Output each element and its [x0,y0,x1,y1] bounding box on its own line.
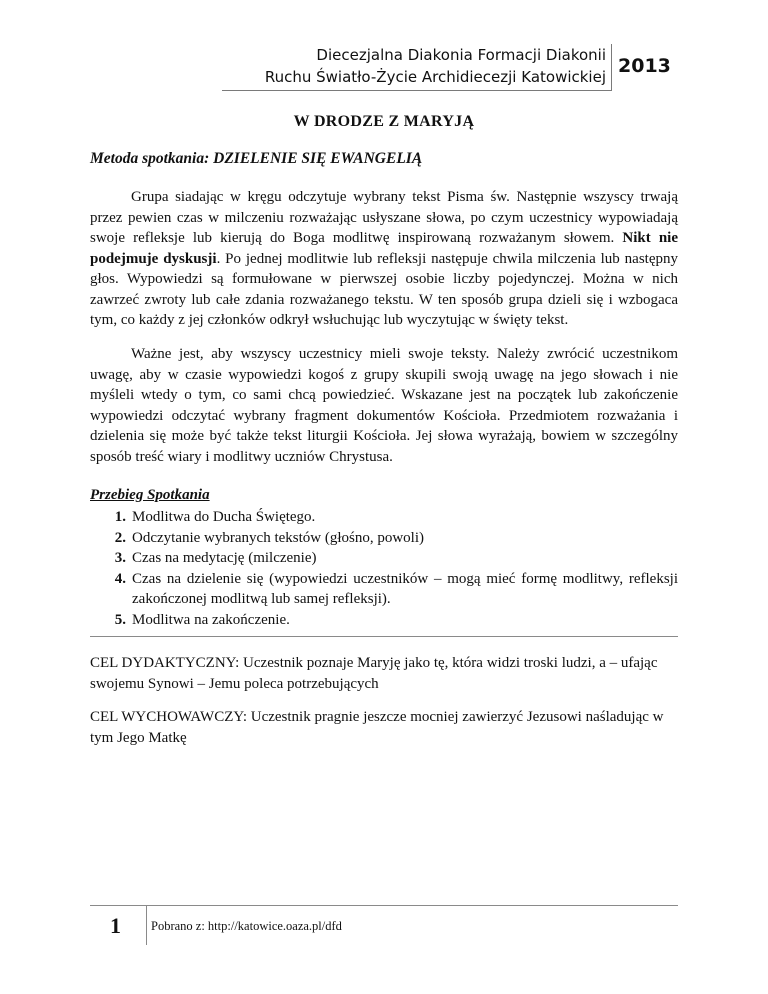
list-item-text: Odczytanie wybranych tekstów (głośno, powoli) [132,529,425,546]
list-item-text: Czas na dzielenie się (wypowiedzi uczestników – mogą mieć formę modlitwy, refleksji zakończonej modlitwą lub samej refleksji). [132,570,678,607]
list-item-number: 1. [114,509,126,525]
list-item [90,610,678,631]
list-item-number: 5. [114,611,126,628]
paragraph-1-intro: Grupa siadając w kręgu odczytuje wybrany tekst Pisma św. Następnie wszyscy trwają przez pewien czas w milczeniu rozważając usłyszane słowa, po czym uczestnicy wypowiadają swoje refleksje lub kierują do Boga modlitwę inspirowaną rozważanym słowem. [90,189,678,246]
document-title: W DRODZE Z MARYJĄ [293,113,475,130]
list-item-number: 4. [114,570,126,587]
section-divider [90,636,678,637]
footer-horizontal-divider [90,905,678,906]
page-footer [0,905,768,965]
paragraph-2-text: Ważne jest, aby wszyscy uczestnicy mieli swoje teksty. Należy zwrócić uczestnikom uwagę, aby w czasie wypowiedzi kogoś z grupy skupili swoją uwagę na jego słowach i nie myśleli wtedy o tym, co sami chcą powiedzieć. Wskazane jest na początek lub zakończenie wypowiedzi odczytać wybrany fragment dokumentów Kościoła. Przedmiotem rozważania i dzielenia się może być także tekst liturgii Kościoła. Jej słowa wyrażają, bowiem w szczególny sposób treść wiary i modlitwy uczniów Chrystusa. [90,346,678,465]
list-item-text: Modlitwa do Ducha Świętego. [132,509,316,525]
didactic-goal: CEL DYDAKTYCZNY: Uczestnik poznaje Maryję jako tę, która widzi troski ludzi, a – ufając swojemu Synowi – Jemu poleca potrzebujących [90,655,658,692]
list-item [90,569,678,610]
page-header [0,44,768,96]
header-year: 2013 [618,55,671,77]
educational-goal: CEL WYCHOWAWCZY: Uczestnik pragnie jeszcze mocniej zawierzyć Jezusowi naśladując w tym Jego Matkę [90,709,664,746]
plan-list [90,507,678,630]
list-item [90,528,678,549]
footer-vertical-divider [146,905,147,945]
header-organization [166,44,606,88]
header-vertical-divider [611,44,612,90]
footer-source: Pobrano z: http://katowice.oaza.pl/dfd [151,919,342,933]
list-item-text: Modlitwa na zakończenie. [132,611,290,628]
method-heading: Metoda spotkania: DZIELENIE SIĘ EWANGELIĄ [90,150,423,167]
paragraph-1-rest: . Po jednej modlitwie lub refleksji następuje chwila milczenia lub następny głos. Wypowiedzi są formułowane w pierwszej osobie liczby pojedynczej. Można w nich zawrzeć zwroty lub całe zdania rozważanego tekstu. W ten sposób grupa dzieli się i wzbogaca tym, co każdy z jej członków odkrył wsłuchując lub wyczytując w święty tekst. [90,250,678,328]
list-item-number: 2. [114,529,126,546]
header-line-1: Diecezjalna Diakonia Formacji Diakonii [316,46,606,64]
paragraph-1 [90,187,678,331]
plan-title: Przebieg Spotkania [90,487,210,503]
page-number: 1 [110,913,121,938]
header-line-2: Ruchu Światło-Życie Archidiecezji Katowickiej [264,68,606,86]
header-horizontal-divider [222,90,612,91]
paragraph-2 [90,344,678,467]
list-item-number: 3. [114,550,126,566]
list-item [90,548,678,569]
paragraph-1-emphasis: Nikt nie podejmuje dyskusji [90,230,678,267]
list-item-text: Czas na medytację (milczenie) [132,550,317,566]
list-item [90,507,678,528]
